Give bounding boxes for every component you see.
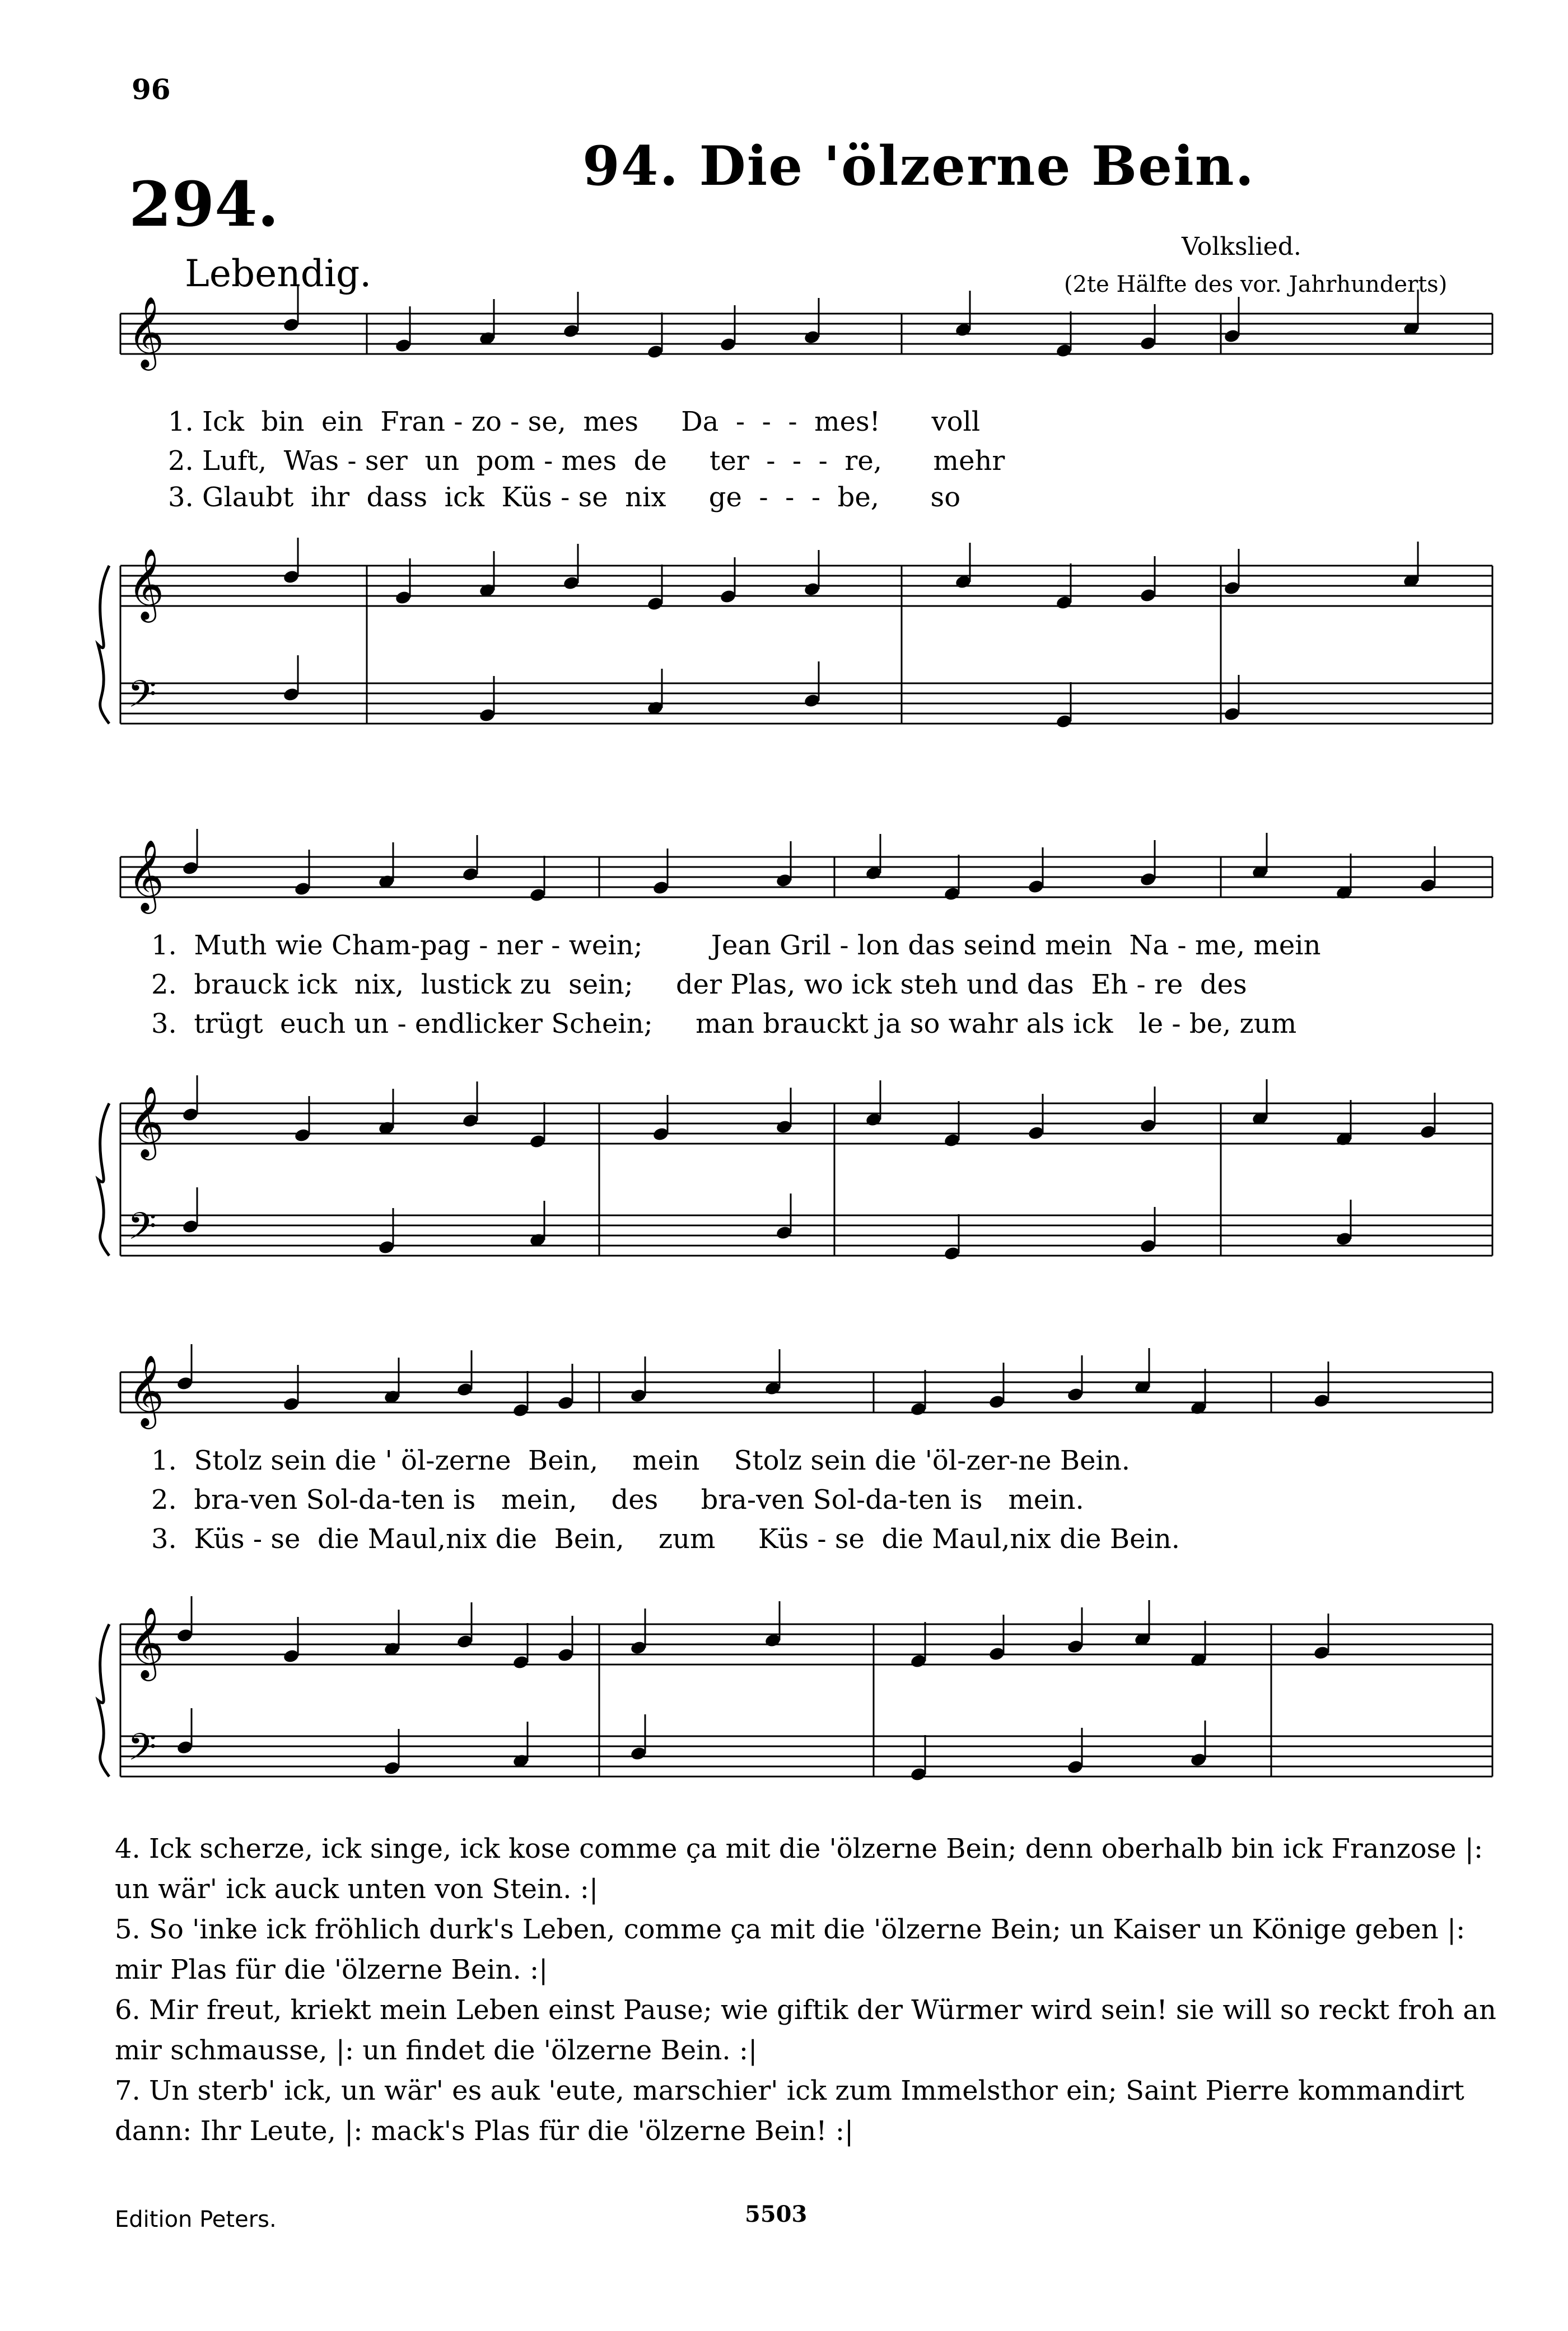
lyric-line: 3. Glaubt ihr dass ick Küs - se nix ge - - - be, so [168, 482, 961, 513]
verse-4: 4. Ick scherze, ick singe, ick kose comme ça mit die 'ölzerne Bein; denn oberhalb bin ick Franzose |: un wär' ick auck unten von Stein. :| [115, 1833, 1483, 1905]
lyric-line: 1. Ick bin ein Fran - zo - se, mes Da - - - mes! voll [168, 406, 981, 437]
song-title: 94. Die 'ölzerne Bein. [582, 134, 1255, 198]
treble-clef-icon: 𝄞 [128, 296, 165, 367]
lyric-line: 2. brauck ick nix, lustick zu sein; der Plas, wo ick steh und das Eh - re des [151, 969, 1247, 1000]
plate-number: 5503 [745, 2201, 808, 2227]
publisher: Edition Peters. [115, 2207, 277, 2232]
lyric-line: 2. bra-ven Sol-da-ten is mein, des bra-ven Sol-da-ten is mein. [151, 1484, 1084, 1516]
lyric-line: 3. trügt euch un - endlicker Schein; man brauckt ja so wahr als ick le - be, zum [151, 1008, 1297, 1039]
page-number: 96 [132, 73, 171, 106]
bass-clef-icon: 𝄢 [128, 1205, 157, 1257]
piano-brace [98, 1624, 109, 1777]
lyric-line: 1. Stolz sein die ' öl-zerne Bein, mein Stolz sein die 'öl-zer-ne Bein. [151, 1445, 1131, 1476]
lyric-line: 3. Küs - se die Maul,nix die Bein, zum Küs - se die Maul,nix die Bein. [151, 1523, 1180, 1555]
handwritten-number: 294. [129, 168, 279, 240]
piano-brace [98, 1103, 109, 1256]
verse-5: 5. So 'inke ick fröhlich durk's Leben, comme ça mit die 'ölzerne Bein; un Kaiser un Könige geben |: mir Plas für die 'ölzerne Bein. :| [115, 1914, 1466, 1985]
verse-6: 6. Mir freut, kriekt mein Leben einst Pause; wie giftik der Würmer wird sein! sie will so reckt froh an mir schmausse, |: un findet die 'ölzerne Bein. :| [115, 1994, 1496, 2066]
source-genre: Volkslied. [1182, 232, 1301, 261]
lyric-line: 1. Muth wie Cham-pag - ner - wein; Jean Gril - lon das seind mein Na - me, mein [151, 930, 1321, 961]
treble-clef-icon: 𝄞 [128, 1354, 165, 1426]
treble-clef-icon: 𝄞 [128, 1606, 165, 1678]
verse-7: 7. Un sterb' ick, un wär' es auk 'eute, marschier' ick zum Immelsthor ein; Saint Pierre kommandirt dann: Ihr Leute, |: mack's Plas für die 'ölzerne Bein! :| [115, 2075, 1464, 2147]
treble-clef-icon: 𝄞 [128, 548, 165, 619]
additional-verses [115, 1829, 1498, 2151]
source-era: (2te Hälfte des vor. Jahrhunderts) [1064, 272, 1448, 297]
bass-clef-icon: 𝄢 [128, 1726, 157, 1778]
treble-clef-icon: 𝄞 [128, 839, 165, 911]
bass-clef-icon: 𝄢 [128, 673, 157, 725]
tempo-marking: Lebendig. [185, 252, 372, 295]
lyric-line: 2. Luft, Was - ser un pom - mes de ter - - - re, mehr [168, 445, 1005, 477]
treble-clef-icon: 𝄞 [128, 1085, 165, 1157]
piano-brace [98, 566, 109, 724]
